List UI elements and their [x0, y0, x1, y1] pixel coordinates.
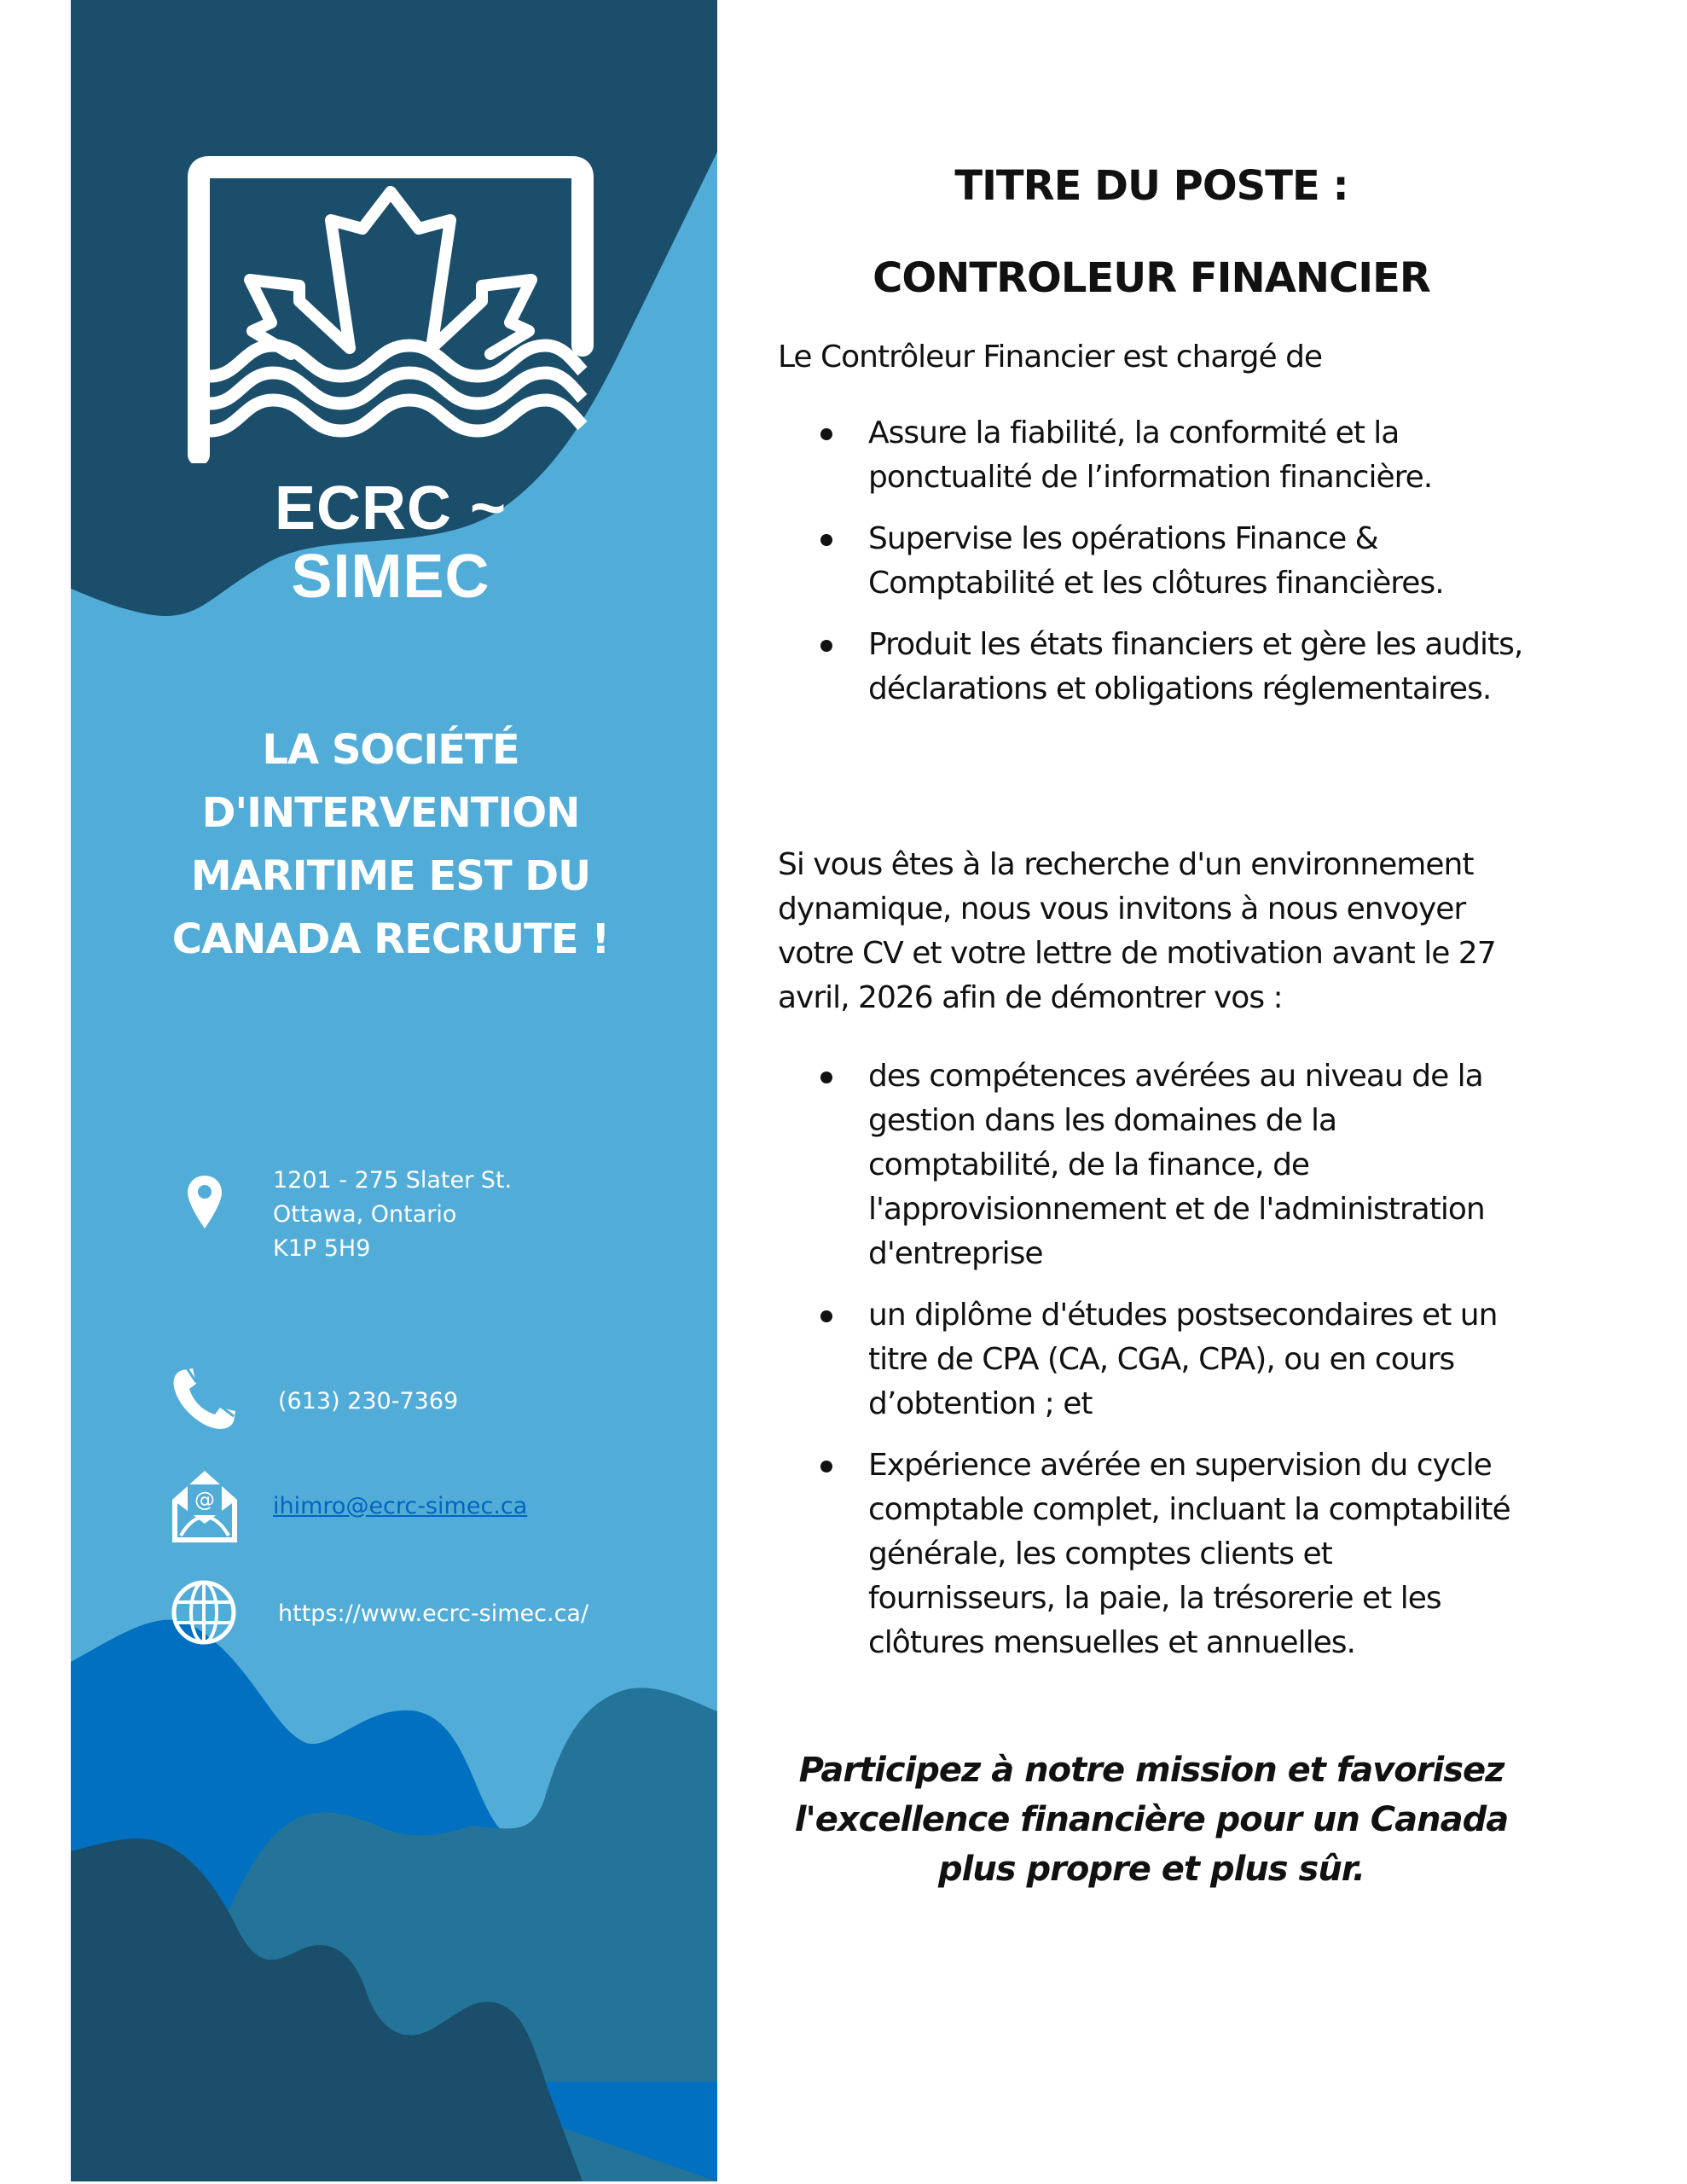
- address-line: K1P 5H9: [273, 1235, 371, 1262]
- headline-line: MARITIME EST DU: [190, 852, 591, 900]
- phone-icon: [171, 1365, 239, 1433]
- list-item: [776, 623, 1527, 712]
- list-item-text: Produit les états financiers et gère les audits, déclarations et obligations réglementaires.: [868, 627, 1523, 706]
- bullet-icon: [820, 1072, 832, 1083]
- application-invitation: Si vous êtes à la recherche d'un environnement dynamique, nous vous invitons à nous envoyer votre CV et votre lettre de motivation avant le 27 avril, 2026 afin de démontrer vos :: [778, 847, 1496, 1015]
- phone-number[interactable]: (613) 230-7369: [278, 1388, 459, 1414]
- bullet-icon: [820, 1461, 832, 1472]
- bullet-icon: [820, 1310, 832, 1322]
- qualifications-list: [776, 1054, 1527, 1665]
- address-line: 1201 - 275 Slater St.: [273, 1167, 513, 1194]
- list-item-text: Expérience avérée en supervision du cycle comptable complet, incluant la comptabilité générale, les comptes clients et fournisseurs, la paie, la trésorerie et les clôtures mensuelles et annuelles.: [868, 1448, 1510, 1660]
- list-item: [776, 1054, 1527, 1276]
- responsibilities-intro: Le Contrôleur Financier est chargé de: [778, 340, 1323, 375]
- bullet-icon: [820, 428, 832, 440]
- list-item: [776, 1293, 1527, 1426]
- list-item-text: Supervise les opérations Finance & Comptabilité et les clôtures financières.: [868, 521, 1444, 601]
- bullet-icon: [820, 640, 832, 652]
- sidebar-panel: [71, 0, 717, 2181]
- address-line: Ottawa, Ontario: [273, 1201, 457, 1228]
- list-item-text: un diplôme d'études postsecondaires et un titre de CPA (CA, CGA, CPA), ou en cours d’obtention ; et: [868, 1298, 1498, 1421]
- headline-line: D'INTERVENTION: [201, 789, 580, 837]
- bullet-icon: [820, 534, 832, 546]
- website-link[interactable]: https://www.ecrc-simec.ca/: [278, 1600, 589, 1627]
- closing-statement: Participez à notre mission et favorisez l'excellence financière pour un Canada plus propre et plus sûr.: [794, 1751, 1509, 1889]
- list-item: [776, 517, 1527, 606]
- email-icon: [171, 1469, 239, 1544]
- address-block: [273, 1164, 512, 1266]
- list-item: [776, 411, 1527, 500]
- svg-text:@: @: [194, 1488, 215, 1512]
- job-title-label: TITRE DU POSTE :: [954, 162, 1348, 210]
- list-item: [776, 1443, 1527, 1665]
- list-item-text: des compétences avérées au niveau de la gestion dans les domaines de la comptabilité, de la finance, de l'approvisionnement et de l'administration d'entreprise: [868, 1059, 1485, 1271]
- headline-line: LA SOCIÉTÉ: [262, 726, 519, 774]
- responsibilities-list: [776, 411, 1527, 712]
- map-pin-icon: [186, 1174, 223, 1230]
- globe-icon: [170, 1578, 238, 1647]
- email-link[interactable]: ihimro@ecrc-simec.ca: [273, 1493, 528, 1519]
- logo-wordmark: ECRC ~ SIMEC: [274, 474, 507, 611]
- job-title: CONTROLEUR FINANCIER: [872, 254, 1430, 302]
- headline-line: CANADA RECRUTE !: [171, 915, 610, 963]
- recruiting-headline: [105, 718, 676, 971]
- ecrc-simec-logo-icon: [188, 156, 594, 463]
- list-item-text: Assure la fiabilité, la conformité et la ponctualité de l’information financière.: [868, 415, 1433, 495]
